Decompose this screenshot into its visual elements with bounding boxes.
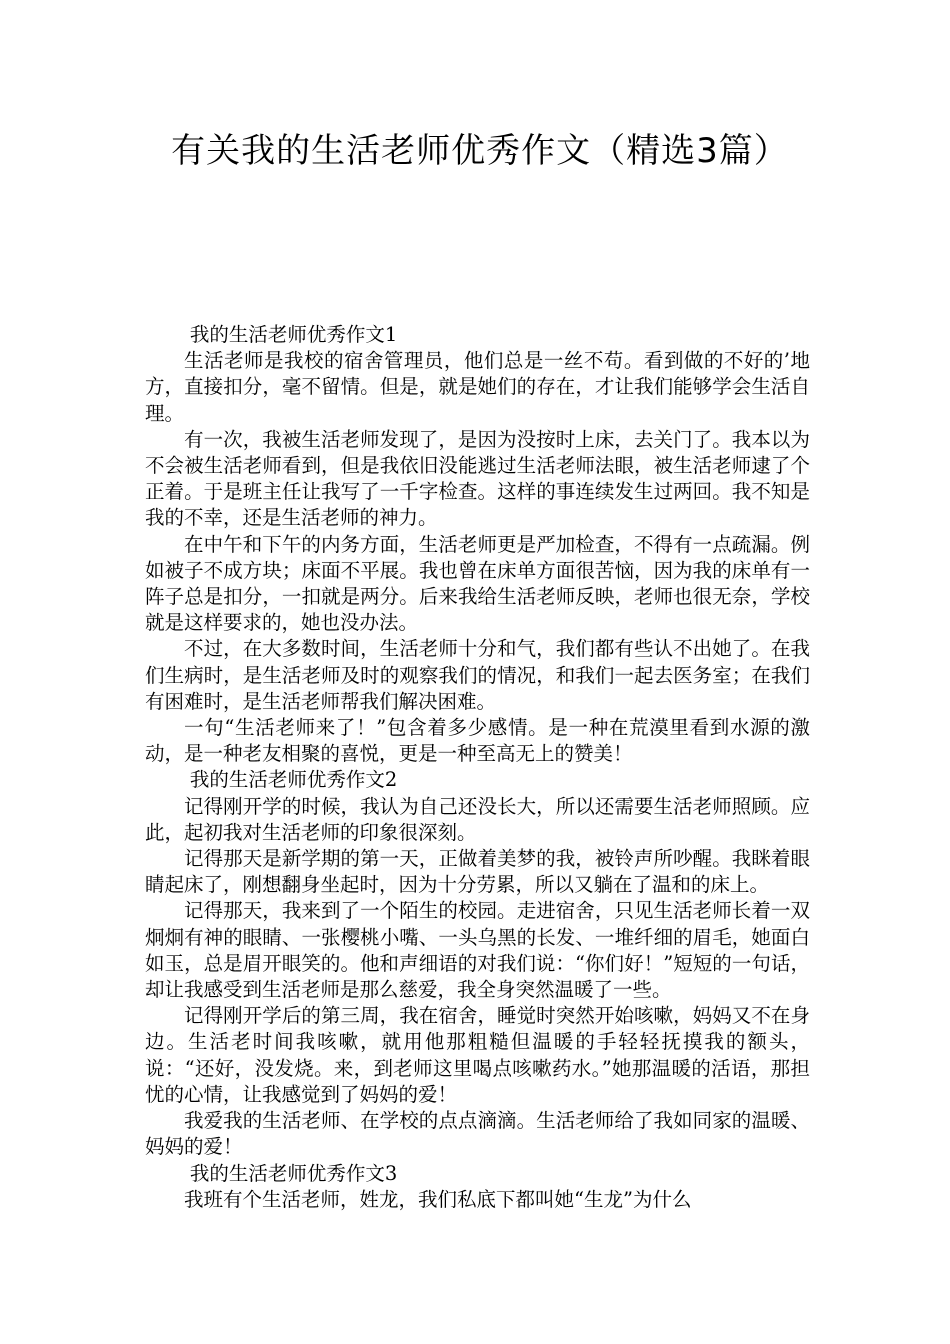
body-paragraph: 我爱我的生活老师、在学校的点点滴滴。生活老师给了我如同家的温暖、妈妈的爱！ (145, 1109, 810, 1159)
body-paragraph: 有一次，我被生活老师发现了，是因为没按时上床，去关门了。我本以为不会被生活老师看到，但是我依旧没能逃过生活老师法眼，被生活老师逮了个正着。于是班主任让我写了一千字检查。这样的事连续发生过两回。我不知是我的不幸，还是生活老师的神力。 (145, 427, 810, 530)
body-paragraph: 记得刚开学后的第三周，我在宿舍，睡觉时突然开始咳嗽，妈妈又不在身边。生活老时间我咳嗽，就用他那粗糙但温暖的手轻轻抚摸我的额头，说：“还好，没发烧。来，到老师这里喝点咳嗽药水。”她那温暖的活语，那担忧的心情，让我感觉到了妈妈的爱！ (145, 1004, 810, 1106)
body-paragraph: 一句“生活老师来了！”包含着多少感情。是一种在荒漠里看到水源的激动，是一种老友相聚的喜悦，更是一种至高无上的赞美！ (145, 716, 810, 766)
body-paragraph: 我班有个生活老师，姓龙，我们私底下都叫她“生龙”为什么 (184, 1187, 692, 1211)
section-heading: 我的生活老师优秀作文1 (189, 323, 398, 346)
body-paragraph: 记得那天是新学期的第一天，正做着美梦的我，被铃声所吵醒。我眯着眼睛起床了，刚想翻身坐起时，因为十分劳累，所以又躺在了温和的床上。 (145, 847, 810, 897)
body-paragraph: 在中午和下午的内务方面，生活老师更是严加检查，不得有一点疏漏。例如被子不成方块；床面不平展。我也曾在床单方面很苦恼，因为我的床单有一阵子总是扣分，一扣就是两分。后来我给生活老师反映，老师也很无奈，学校就是这样要求的，她也没办法。 (145, 532, 810, 635)
body-paragraph: 不过，在大多数时间，生活老师十分和气，我们都有些认不出她了。在我们生病时，是生活老师及时的观察我们的情况，和我们一起去医务室；在我们有困难时，是生活老师帮我们解决困难。 (145, 637, 810, 713)
section-heading: 我的生活老师优秀作文3 (189, 1161, 398, 1185)
section-heading: 我的生活老师优秀作文2 (189, 768, 398, 792)
body-paragraph: 记得那天，我来到了一个陌生的校园。走进宿舍，只见生活老师长着一双炯炯有神的眼睛、一张樱桃小嘴、一头乌黑的长发、一堆纤细的眉毛，她面白如玉，总是眉开眼笑的。他和声细语的对我们说：“你们好！”短短的一句话，却让我感受到生活老师是那么慈爱，我全身突然温暖了一些。 (145, 899, 810, 1002)
body-paragraph: 记得刚开学的时候，我认为自己还没长大，所以还需要生活老师照顾。应此，起初我对生活老师的印象很深刻。 (145, 794, 810, 844)
document-title: 有关我的生活老师优秀作文（精选3篇） (171, 131, 789, 171)
body-paragraph: 生活老师是我校的宿舍管理员，他们总是一丝不苟。看到做的不好的’地方，直接扣分，毫不留情。但是，就是她们的存在，才让我们能够学会生活自理。 (145, 349, 810, 425)
document-body (145, 322, 810, 1213)
